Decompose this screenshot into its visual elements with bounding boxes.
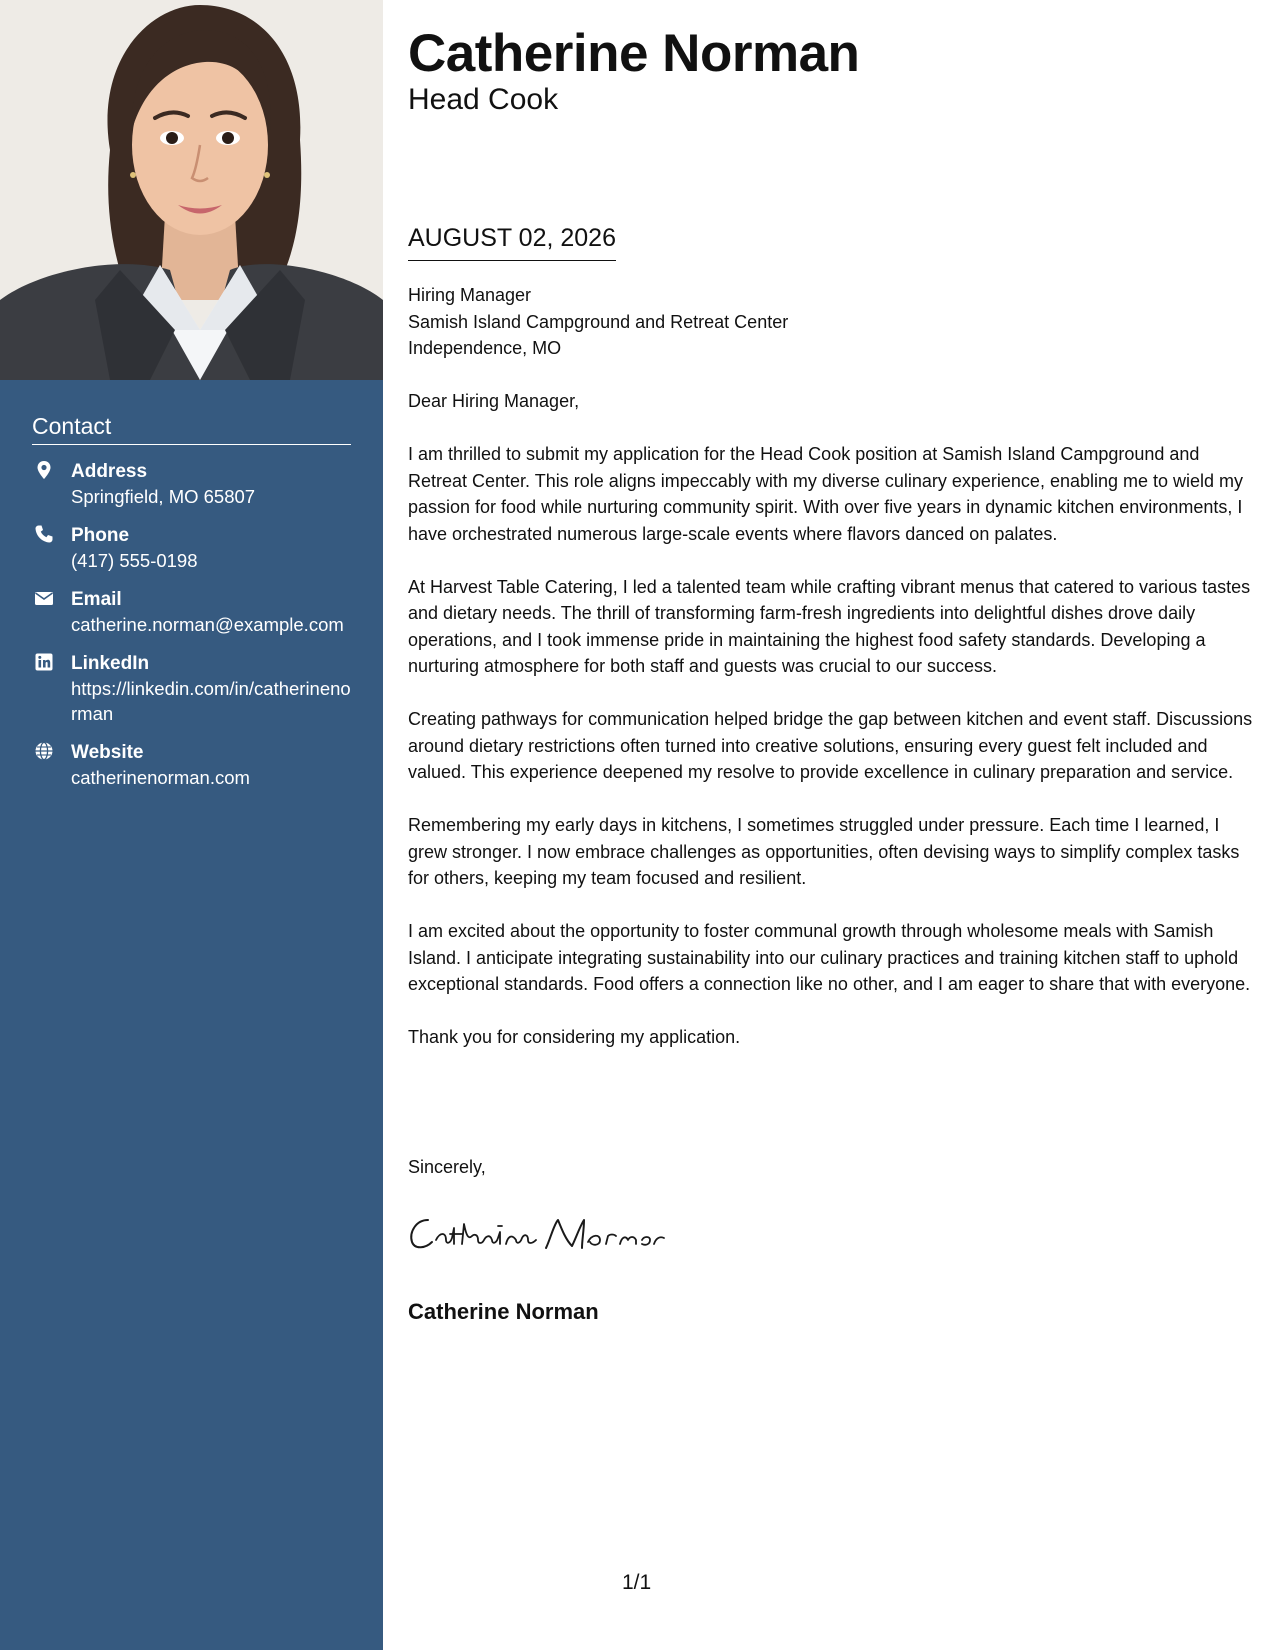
contact-linkedin: [32, 651, 351, 726]
closing: Sincerely,: [408, 1157, 486, 1177]
recipient-line: Hiring Manager: [408, 285, 532, 305]
website-label: Website: [71, 742, 144, 763]
contact-phone: [32, 523, 351, 573]
body-paragraph: I am excited about the opportunity to foster communal growth through wholesome meals with Samish Island. I anticipate integrating sustainability into our culinary practices and training kitchen staff to uphold exceptional standards. Food offers a connection like no other, and I am eager to share that with everyone.: [408, 921, 1251, 994]
body-paragraph: At Harvest Table Catering, I led a talented team while crafting vibrant menus that catered to various tastes and dietary needs. The thrill of transforming farm-fresh ingredients into delightful dishes drove daily operations, and I took immense pride in maintaining the highest food safety standards. Developing a nurturing atmosphere for both staff and guests was crucial to our success.: [408, 576, 1251, 676]
body-paragraph: I am thrilled to submit my application for the Head Cook position at Samish Island Campground and Retreat Center. This role aligns impeccably with my diverse culinary experience, enabling me to wield my passion for food while nurturing community spirit. With over five years in dynamic kitchen environments, I have orchestrated numerous large-scale events where flavors danced on palates.: [408, 444, 1244, 544]
linkedin-label: LinkedIn: [71, 653, 150, 674]
portrait-illustration: [0, 0, 383, 380]
body-paragraph: Creating pathways for communication helped bridge the gap between kitchen and event staff. Discussions around dietary restrictions often turned into creative solutions, ensuring every guest felt included and valued. This experience deepened my resolve to provide excellence in culinary preparation and service.: [408, 709, 1253, 782]
contact-address: [32, 459, 351, 509]
contact-email: [32, 587, 351, 637]
page-number: 1/1: [622, 1571, 652, 1594]
map-pin-icon: [34, 460, 54, 480]
linkedin-icon: [34, 652, 54, 672]
email-value[interactable]: catherine.norman@example.com: [71, 614, 344, 635]
recipient-line: Independence, MO: [408, 338, 562, 358]
letter-body: [408, 282, 1253, 1077]
body-paragraph: Thank you for considering my application.: [408, 1027, 741, 1047]
email-label: Email: [71, 589, 122, 610]
contact-heading: Contact: [32, 412, 351, 445]
website-value[interactable]: catherinenorman.com: [71, 767, 250, 788]
sidebar: [0, 0, 383, 1650]
contact-section: [32, 412, 351, 804]
body-paragraph: Remembering my early days in kitchens, I sometimes struggled under pressure. Each time I learned, I grew stronger. I now embrace challenges as opportunities, often devising ways to simplify complex tasks for others, keeping my team focused and resilient.: [408, 815, 1240, 888]
phone-label: Phone: [71, 525, 130, 546]
address-label: Address: [71, 461, 148, 482]
signed-name: Catherine Norman: [408, 1299, 599, 1324]
handwritten-signature: [406, 1210, 668, 1258]
phone-value[interactable]: (417) 555-0198: [71, 550, 198, 571]
letter-header: [408, 24, 1248, 118]
profile-photo: [0, 0, 383, 380]
envelope-icon: [34, 588, 54, 608]
contact-website: [32, 740, 351, 790]
salutation: Dear Hiring Manager,: [408, 391, 580, 411]
globe-icon: [34, 741, 54, 761]
letter-date: AUGUST 02, 2026: [408, 222, 616, 261]
recipient-line: Samish Island Campground and Retreat Center: [408, 311, 789, 332]
applicant-name: Catherine Norman: [408, 24, 860, 83]
address-value: Springfield, MO 65807: [71, 486, 256, 507]
linkedin-value[interactable]: https://linkedin.com/in/catherinenorman: [71, 678, 351, 724]
phone-icon: [34, 524, 54, 544]
recipient-block: [408, 282, 1253, 362]
applicant-title: Head Cook: [408, 83, 559, 116]
